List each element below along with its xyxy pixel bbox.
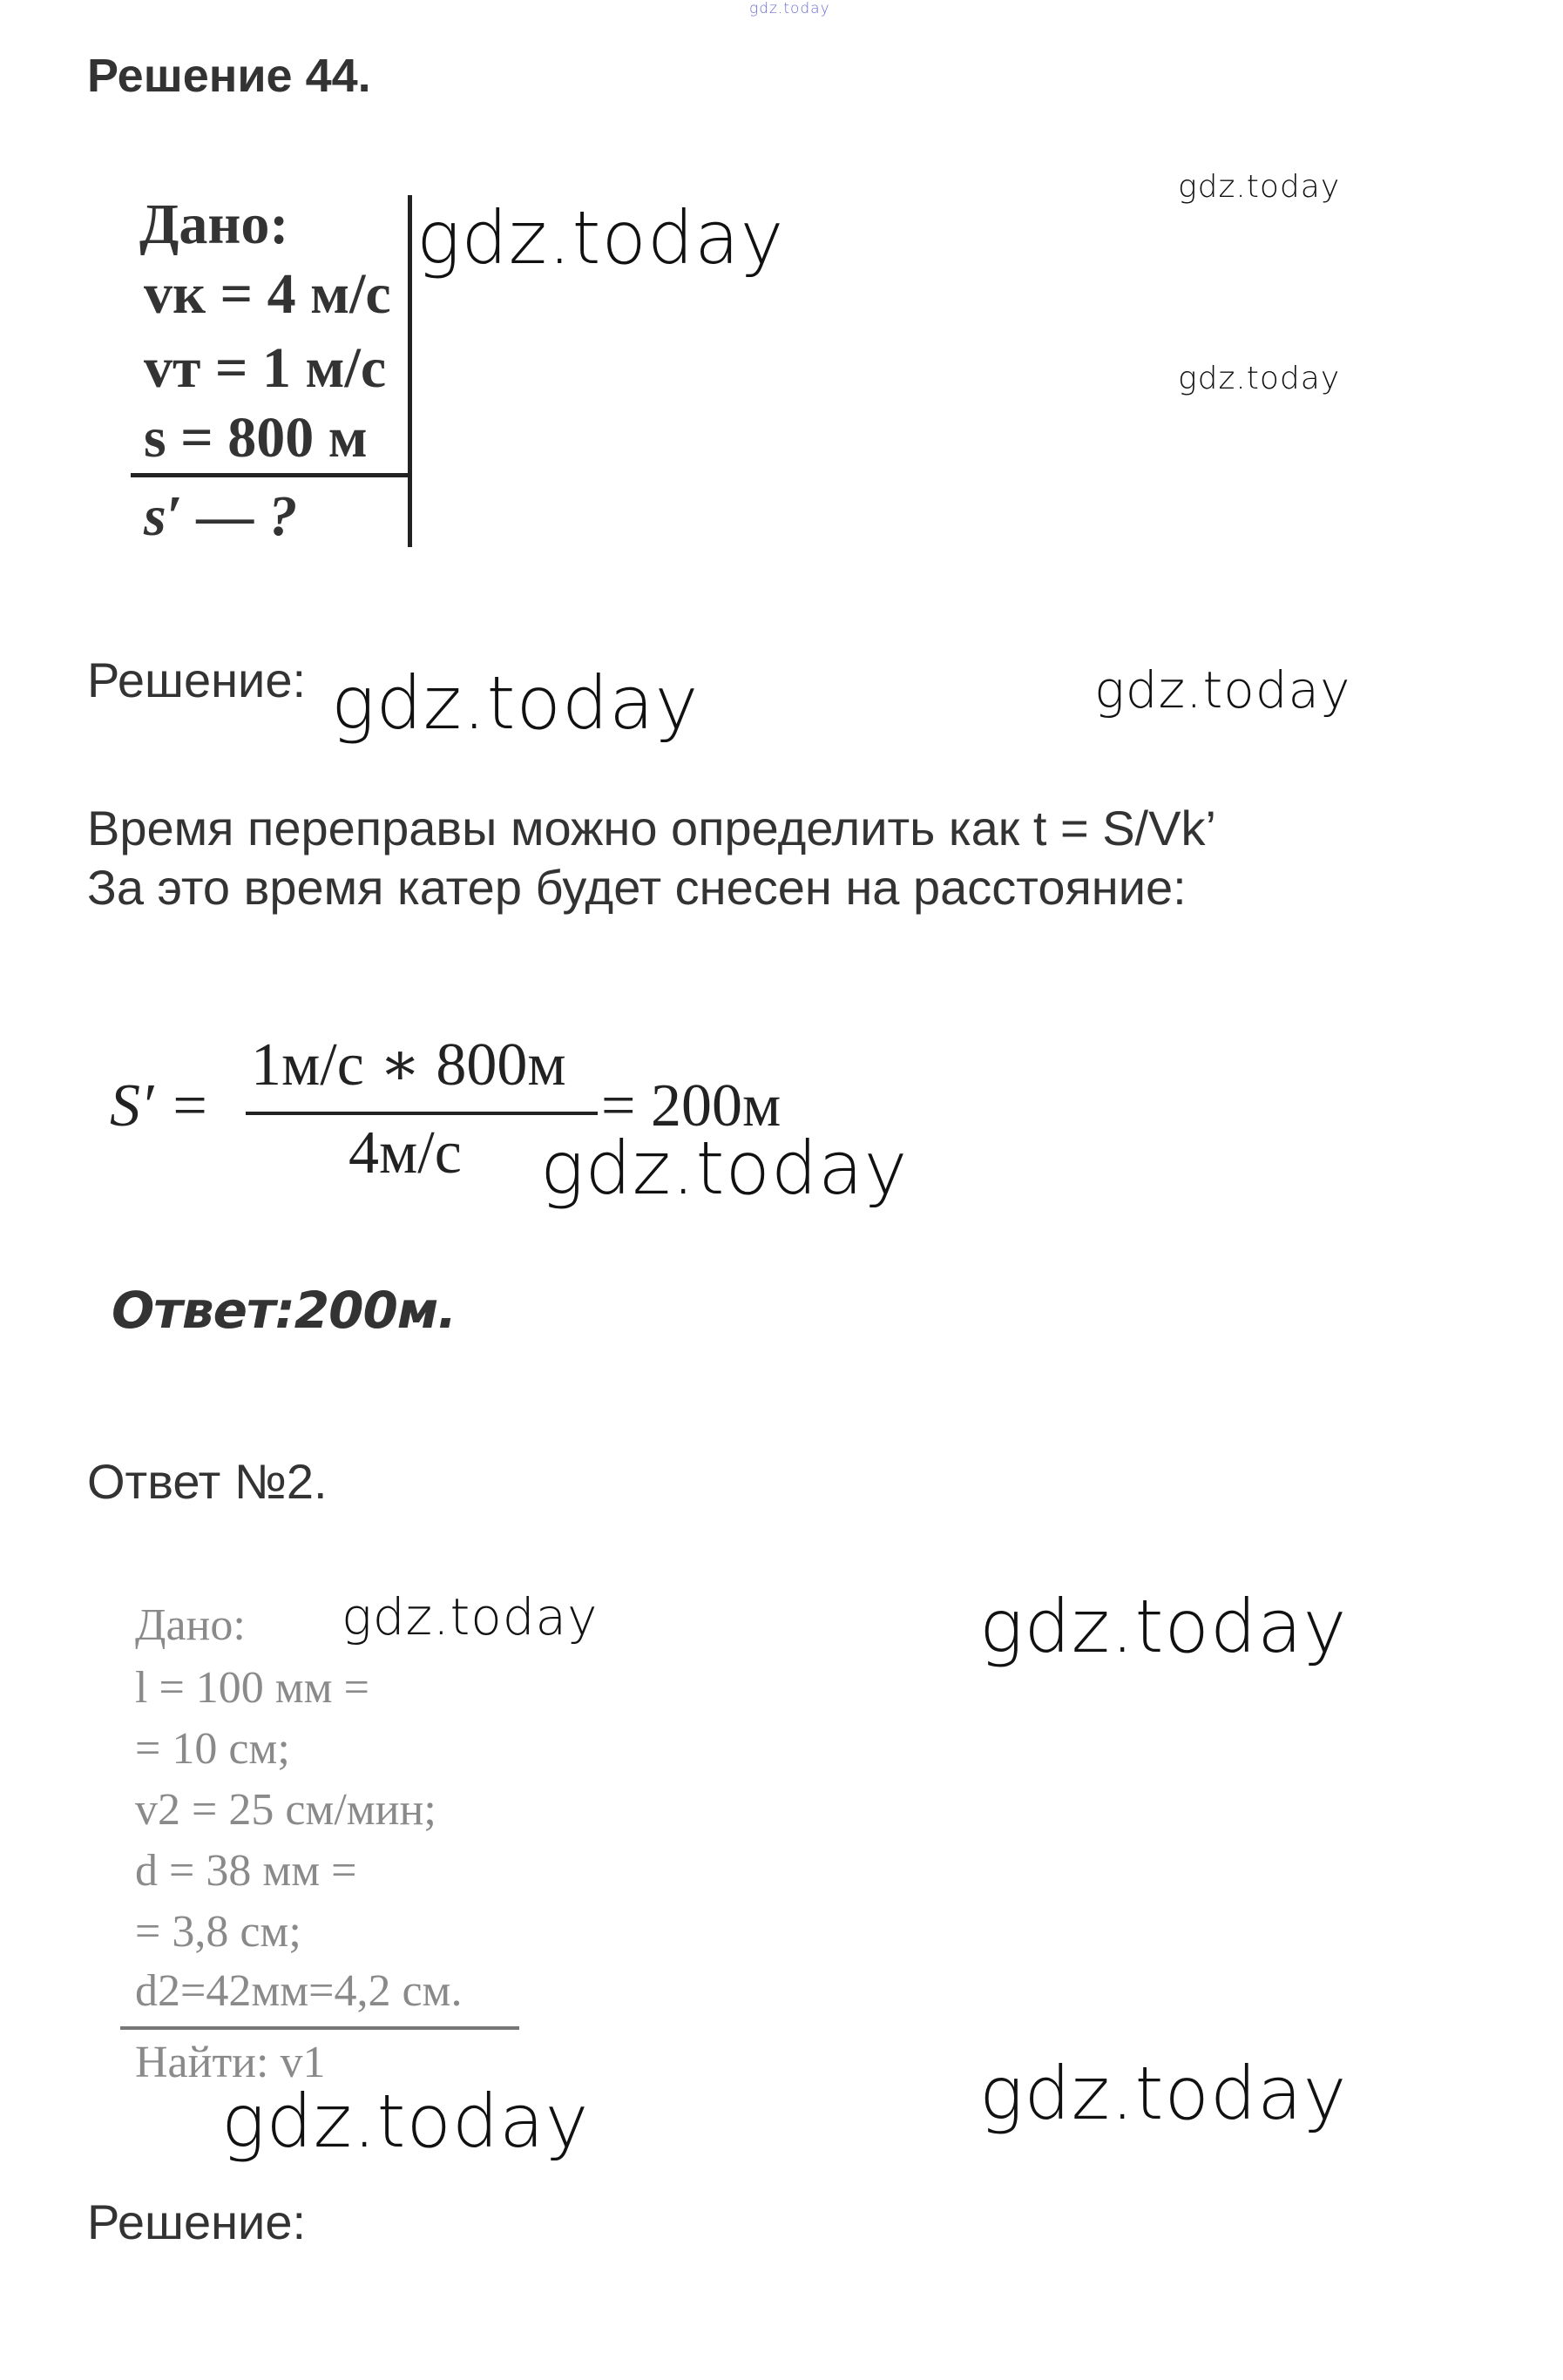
given-line: = 3,8 см; [135,1907,301,1957]
watermark: gdz.today [331,660,700,746]
formula-rhs: = 200м [601,1072,782,1139]
fraction-bar [246,1112,598,1115]
given-line: d = 38 мм = [135,1846,357,1896]
answer-heading: Ответ №2. [87,1454,328,1509]
paragraph: Время переправы можно определить как t = S/Vk’ [87,801,1216,855]
solution-label: Решение: [87,2194,307,2249]
formula-numerator: 1м/с ∗ 800м [251,1031,566,1099]
given-line: vк = 4 м/с [144,262,391,326]
watermark-top: gdz.today [749,0,830,17]
watermark: gdz.today [540,1126,909,1211]
given-divider-horizontal [131,473,411,477]
given-find: s′ — ? [144,484,298,548]
watermark: gdz.today [979,1584,1348,1669]
given-title: Дано: [139,193,289,256]
formula-lhs: S′ = [110,1072,211,1139]
watermark: gdz.today [221,2079,590,2164]
watermark: gdz.today [979,2051,1348,2136]
given-line: vт = 1 м/с [144,336,387,400]
watermark: gdz.today [1094,660,1351,720]
paragraph: За это время катер будет снесен на расстояние: [87,860,1187,915]
given-divider-horizontal [120,2026,519,2030]
watermark: gdz.today [342,1587,599,1646]
solution-label: Решение: [87,652,307,707]
given-line: s = 800 м [144,406,368,470]
given-find: Найти: v1 [135,2038,326,2087]
given-line: d2=42мм=4,2 см. [135,1966,463,2016]
answer: Ответ:200м. [112,1281,457,1340]
given-divider-vertical [408,195,412,547]
given-line: v2 = 25 см/мин; [135,1785,436,1835]
watermark: gdz.today [416,195,785,281]
given-line: = 10 см; [135,1724,290,1774]
given-line: l = 100 мм = [135,1663,369,1713]
given-title: Дано: [135,1600,246,1650]
watermark: gdz.today [1178,169,1341,205]
page-title: Решение 44. [87,50,371,102]
watermark: gdz.today [1178,361,1341,396]
formula-denominator: 4м/с [348,1119,462,1187]
